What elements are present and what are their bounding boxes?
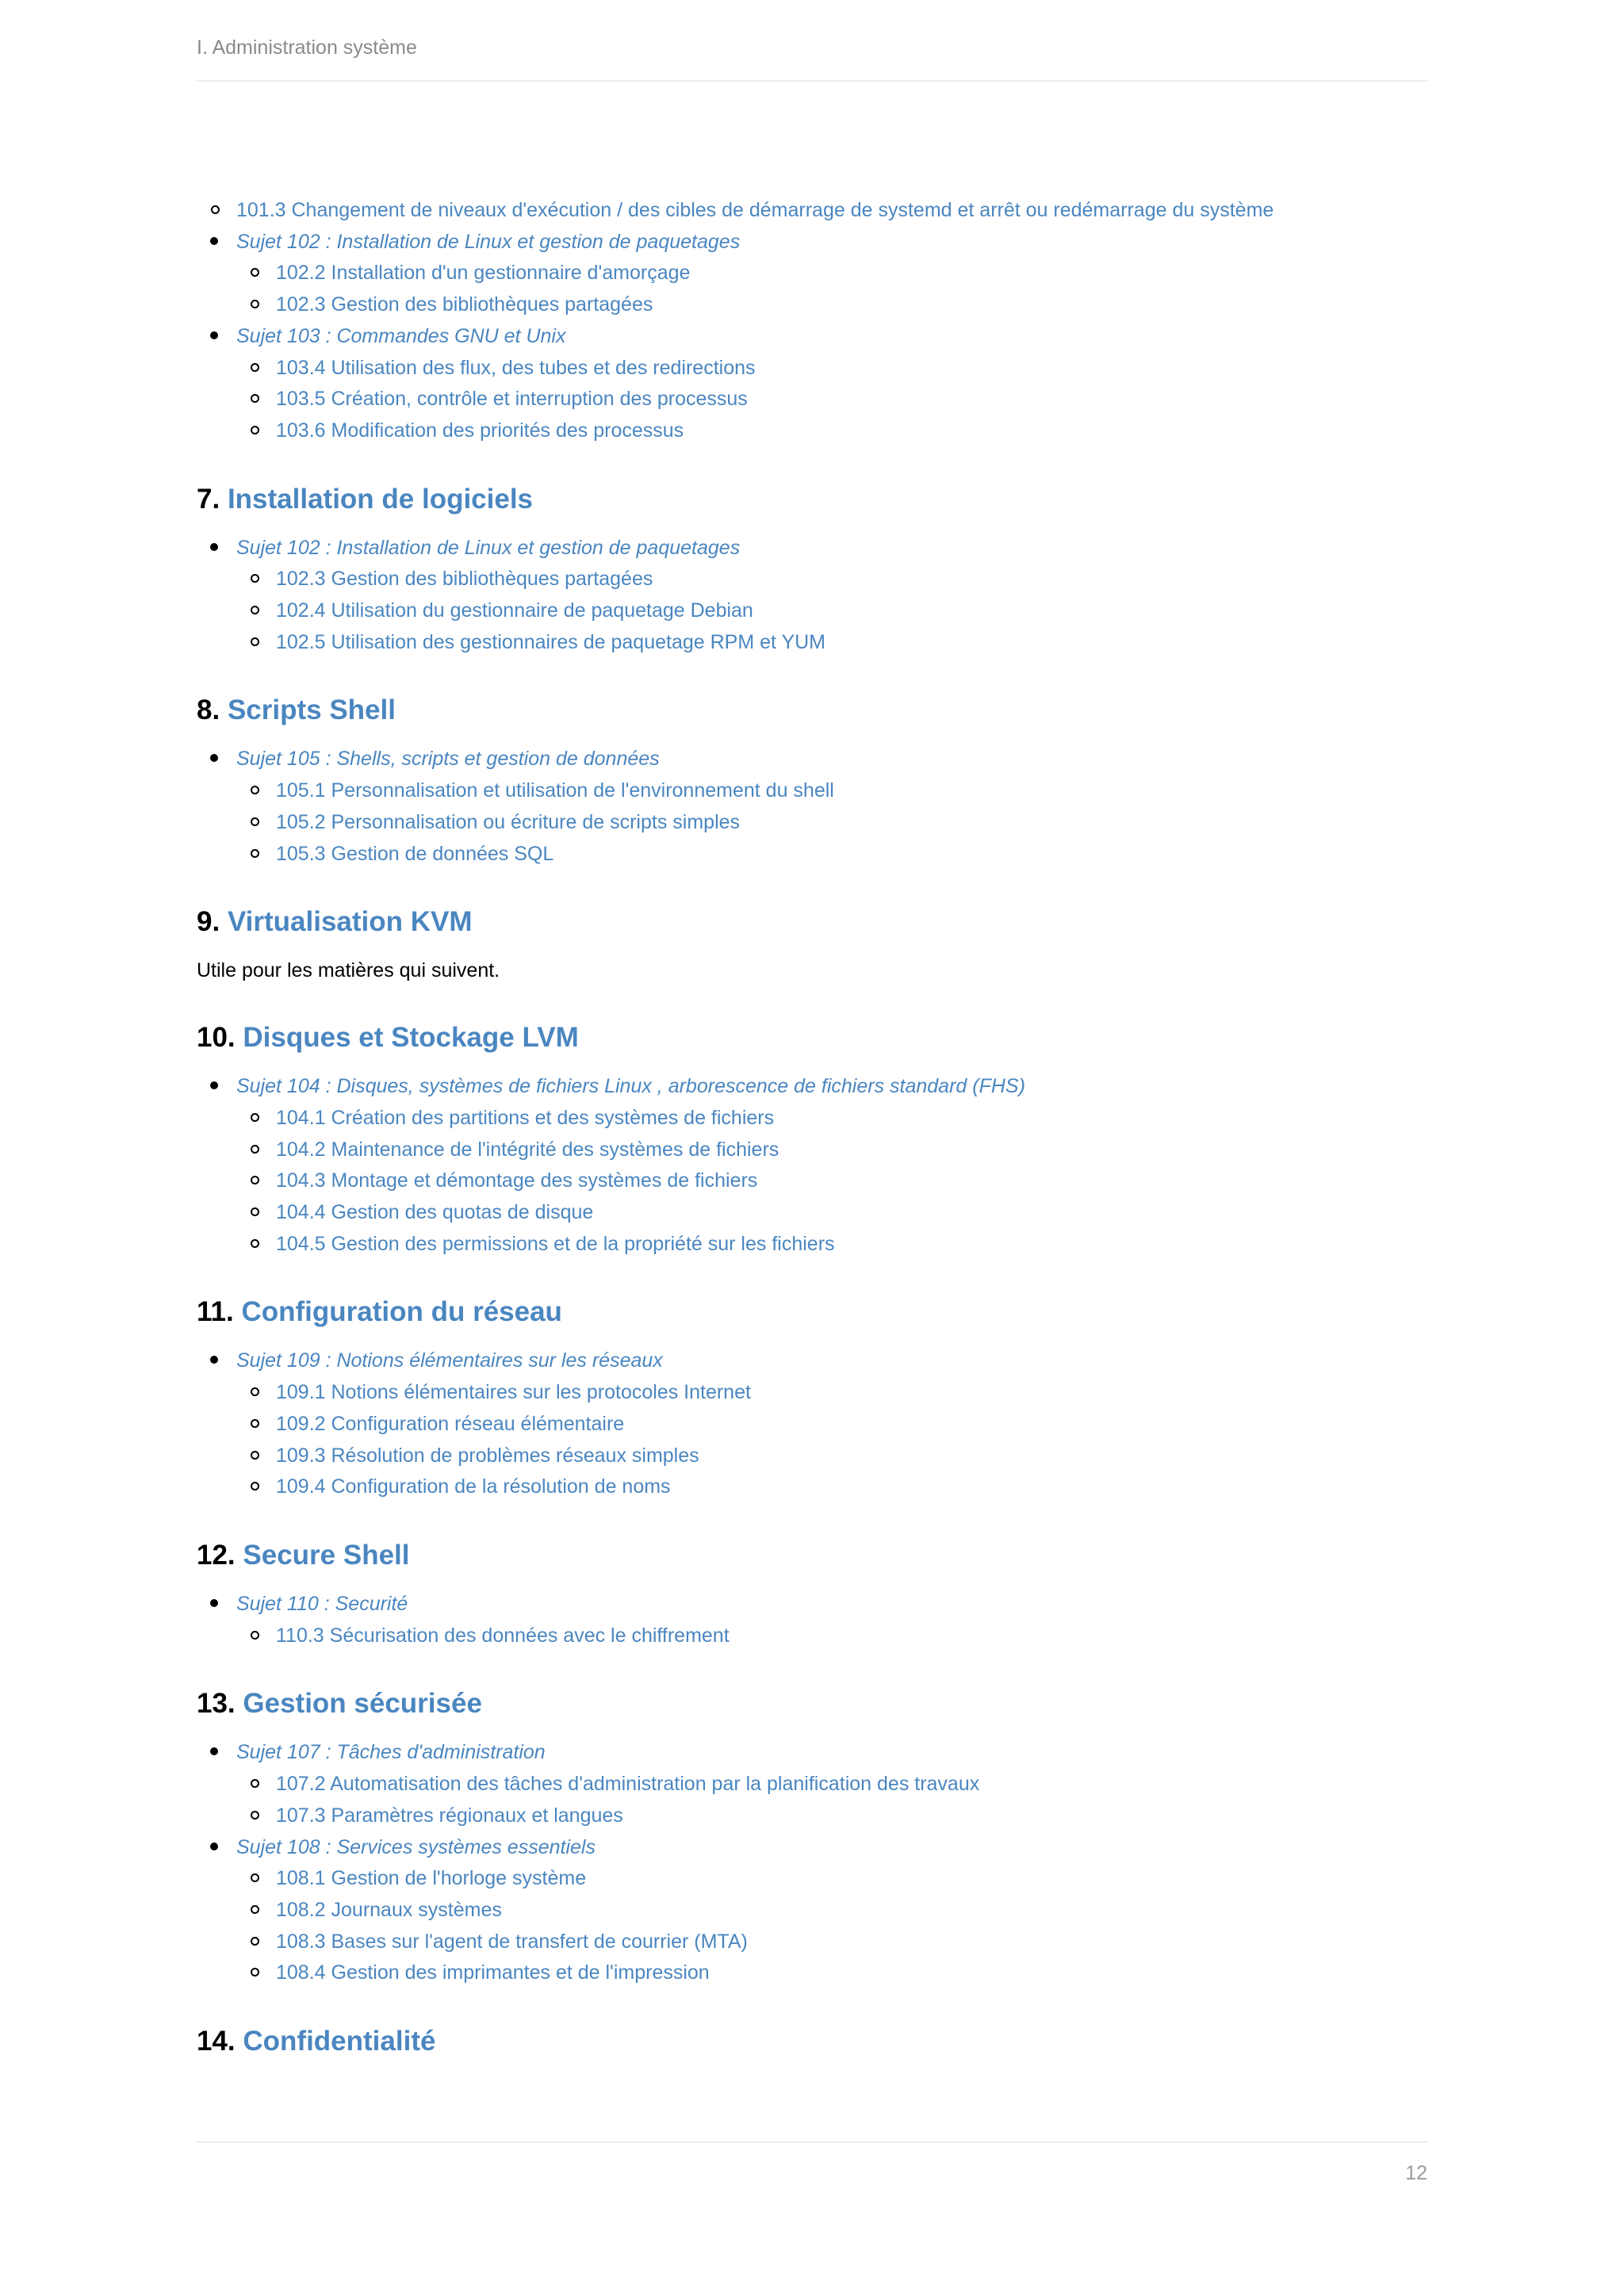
- toc-link[interactable]: 102.3 Gestion des bibliothèques partagées: [276, 568, 653, 591]
- subject-item: [236, 1737, 1427, 1831]
- section-number: 7.: [197, 483, 220, 515]
- list-item: [276, 1197, 1427, 1229]
- page-number: 12: [1405, 2162, 1427, 2184]
- subject-link[interactable]: Sujet 102 : Installation de Linux et gestion de paquetages: [236, 230, 741, 253]
- toc-link[interactable]: 103.5 Création, contrôle et interruption des processus: [276, 388, 748, 411]
- intro-list: [197, 195, 1427, 227]
- toc-link[interactable]: 109.1 Notions élémentaires sur les protocoles Internet: [276, 1381, 751, 1404]
- section-title-link[interactable]: Installation de logiciels: [227, 483, 534, 515]
- toc-link[interactable]: 109.4 Configuration de la résolution de noms: [276, 1475, 671, 1498]
- list-item: [276, 1895, 1427, 1927]
- list-item: [276, 415, 1427, 447]
- list-item: [276, 384, 1427, 415]
- list-item: [276, 775, 1427, 807]
- toc-link[interactable]: 109.2 Configuration réseau élémentaire: [276, 1412, 625, 1435]
- subject-link[interactable]: Sujet 108 : Services systèmes essentiels: [236, 1835, 596, 1858]
- toc-link[interactable]: 105.2 Personnalisation ou écriture de scripts simples: [276, 810, 741, 833]
- list-item: [236, 195, 1427, 227]
- list-item: [276, 1165, 1427, 1197]
- section-heading: [197, 1295, 1427, 1330]
- subject-link[interactable]: Sujet 107 : Tâches d'administration: [236, 1741, 546, 1764]
- toc-link[interactable]: 108.2 Journaux systèmes: [276, 1898, 502, 1921]
- toc-link[interactable]: 102.3 Gestion des bibliothèques partagées: [276, 293, 653, 316]
- list-item: [276, 1103, 1427, 1135]
- section-title-link[interactable]: Scripts Shell: [227, 695, 396, 726]
- section-number: 9.: [197, 906, 220, 938]
- section-number: 12.: [197, 1539, 236, 1571]
- section-number: 11.: [197, 1296, 234, 1328]
- page-content: [197, 195, 1427, 2059]
- section-paragraph: Utile pour les matières qui suivent.: [197, 959, 500, 982]
- toc-link[interactable]: 103.6 Modification des priorités des processus: [276, 419, 684, 442]
- toc-link[interactable]: 105.3 Gestion de données SQL: [276, 842, 554, 865]
- toc-link[interactable]: 107.3 Paramètres régionaux et langues: [276, 1804, 623, 1827]
- section-gestion-securisee: [197, 1686, 1427, 1989]
- section-heading: [197, 482, 1427, 517]
- subject-item: [236, 533, 1427, 659]
- toc-link[interactable]: 104.1 Création des partitions et des systèmes de fichiers: [276, 1106, 775, 1129]
- section-title-link[interactable]: Configuration du réseau: [241, 1296, 562, 1328]
- section-title-link[interactable]: Secure Shell: [243, 1539, 410, 1571]
- list-item: [276, 564, 1427, 595]
- section-disques-stockage: [197, 1020, 1427, 1260]
- footer-divider: [197, 2141, 1427, 2143]
- section-title-link[interactable]: Disques et Stockage LVM: [243, 1022, 579, 1054]
- toc-link[interactable]: 108.4 Gestion des imprimantes et de l'impression: [276, 1961, 710, 1984]
- subject-link[interactable]: Sujet 104 : Disques, systèmes de fichiers Linux , arborescence de fichiers standard (FHS): [236, 1075, 1025, 1098]
- list-item: [276, 1957, 1427, 1989]
- section-confidentialite: [197, 2024, 1427, 2059]
- toc-link[interactable]: 108.1 Gestion de l'horloge système: [276, 1867, 587, 1890]
- section-virtualisation-kvm: [197, 905, 1427, 985]
- toc-link[interactable]: 104.5 Gestion des permissions et de la propriété sur les fichiers: [276, 1232, 835, 1255]
- list-item: [276, 595, 1427, 627]
- subject-link[interactable]: Sujet 105 : Shells, scripts et gestion de données: [236, 748, 660, 771]
- intro-subject-list: [197, 227, 1427, 447]
- list-item: [276, 1863, 1427, 1895]
- section-installation-logiciels: [197, 482, 1427, 659]
- subject-link[interactable]: Sujet 109 : Notions élémentaires sur les réseaux: [236, 1349, 663, 1372]
- subject-item: [236, 321, 1427, 447]
- section-title-link[interactable]: Virtualisation KVM: [227, 906, 473, 938]
- section-number: 10.: [197, 1022, 236, 1054]
- section-heading: [197, 693, 1427, 728]
- toc-link[interactable]: 107.2 Automatisation des tâches d'administration par la planification des travaux: [276, 1773, 980, 1796]
- list-item: [276, 1135, 1427, 1166]
- list-item: [276, 1800, 1427, 1832]
- subject-link[interactable]: Sujet 110 : Securité: [236, 1592, 408, 1615]
- subject-item: [236, 1832, 1427, 1990]
- section-heading: [197, 1020, 1427, 1055]
- toc-link[interactable]: 102.4 Utilisation du gestionnaire de paquetage Debian: [276, 599, 753, 622]
- toc-link[interactable]: 102.5 Utilisation des gestionnaires de paquetage RPM et YUM: [276, 630, 826, 653]
- list-item: [276, 1471, 1427, 1503]
- list-item: [276, 1229, 1427, 1261]
- section-configuration-reseau: [197, 1295, 1427, 1503]
- subject-item: [236, 1345, 1427, 1503]
- list-item: [197, 195, 1427, 227]
- list-item: [276, 1927, 1427, 1958]
- section-heading: [197, 905, 1427, 939]
- list-item: [276, 353, 1427, 385]
- toc-link[interactable]: 105.1 Personnalisation et utilisation de l'environnement du shell: [276, 779, 834, 802]
- section-heading: [197, 2024, 1427, 2059]
- toc-link[interactable]: 110.3 Sécurisation des données avec le chiffrement: [276, 1624, 730, 1647]
- section-heading: [197, 1686, 1427, 1721]
- section-number: 13.: [197, 1688, 236, 1720]
- list-item: [276, 1441, 1427, 1472]
- subject-item: [236, 744, 1427, 870]
- running-header: I. Administration système: [197, 36, 417, 59]
- subject-item: [236, 227, 1427, 321]
- section-number: 8.: [197, 695, 220, 726]
- toc-link[interactable]: 103.4 Utilisation des flux, des tubes et des redirections: [276, 356, 756, 379]
- section-secure-shell: [197, 1538, 1427, 1651]
- toc-link[interactable]: 102.2 Installation d'un gestionnaire d'amorçage: [276, 262, 691, 285]
- list-item: [276, 289, 1427, 321]
- section-title-link[interactable]: Gestion sécurisée: [243, 1688, 482, 1720]
- list-item: [276, 1409, 1427, 1441]
- list-item: [276, 1769, 1427, 1800]
- toc-link[interactable]: 104.4 Gestion des quotas de disque: [276, 1201, 594, 1224]
- section-heading: [197, 1538, 1427, 1573]
- section-scripts-shell: [197, 693, 1427, 870]
- toc-link[interactable]: 101.3 Changement de niveaux d'exécution / des cibles de démarrage de systemd et arrêt ou redémarrage du système: [236, 199, 1274, 221]
- toc-link[interactable]: 108.3 Bases sur l'agent de transfert de courrier (MTA): [276, 1930, 748, 1953]
- list-item: [276, 258, 1427, 289]
- header-divider: [197, 80, 1427, 82]
- list-item: [276, 839, 1427, 871]
- subject-link[interactable]: Sujet 102 : Installation de Linux et gestion de paquetages: [236, 536, 741, 559]
- toc-link[interactable]: 104.3 Montage et démontage des systèmes de fichiers: [276, 1169, 758, 1192]
- subject-link[interactable]: Sujet 103 : Commandes GNU et Unix: [236, 324, 566, 347]
- toc-link[interactable]: 104.2 Maintenance de l'intégrité des systèmes de fichiers: [276, 1138, 779, 1161]
- toc-link[interactable]: 109.3 Résolution de problèmes réseaux simples: [276, 1444, 699, 1467]
- section-number: 14.: [197, 2026, 236, 2057]
- list-item: [276, 627, 1427, 659]
- subject-item: [236, 1589, 1427, 1651]
- list-item: [276, 807, 1427, 839]
- section-title-link[interactable]: Confidentialité: [243, 2026, 436, 2057]
- subject-item: [236, 1071, 1427, 1260]
- list-item: [276, 1621, 1427, 1652]
- list-item: [276, 1377, 1427, 1409]
